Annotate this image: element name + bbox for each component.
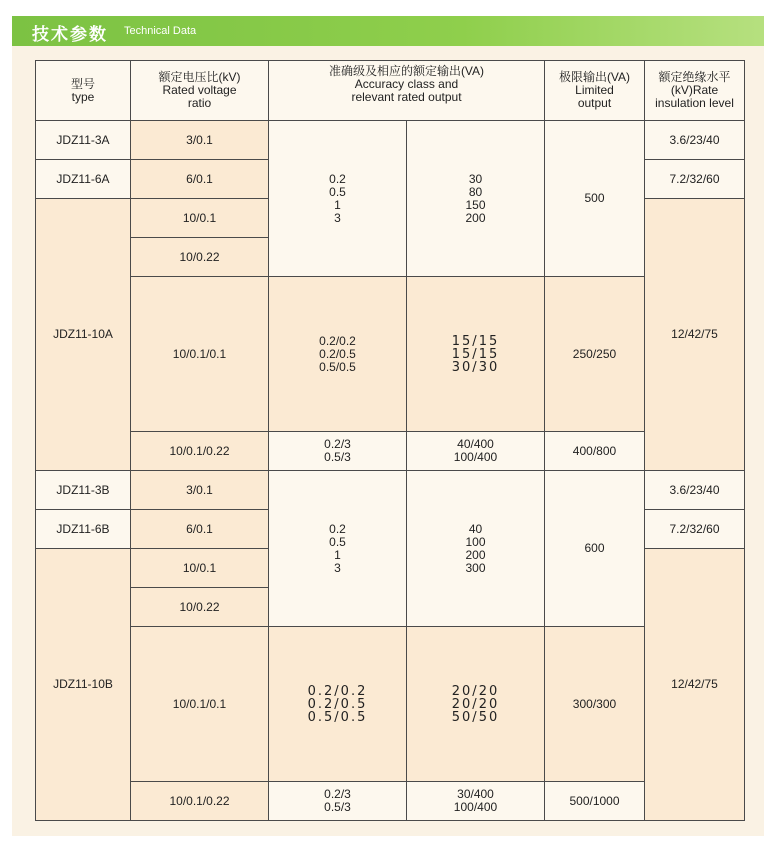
limited-output-cell: 400/800 xyxy=(545,432,645,471)
ratio-cell: 10/0.1/0.1 xyxy=(131,627,269,782)
type-cell: JDZ11-6A xyxy=(36,160,131,199)
ratio-cell: 10/0.1/0.1 xyxy=(131,277,269,432)
type-cell: JDZ11-3B xyxy=(36,471,131,510)
limited-output-cell: 250/250 xyxy=(545,277,645,432)
insulation-cell: 12/42/75 xyxy=(645,549,745,821)
table-row xyxy=(36,782,745,821)
accuracy-cell: 0.2/0.2 0.2/0.5 0.5/0.5 xyxy=(269,277,407,432)
insulation-cell: 3.6/23/40 xyxy=(645,471,745,510)
header-type: 型号 type xyxy=(36,61,131,121)
table-row xyxy=(36,121,745,160)
accuracy-cell: 0.2/3 0.5/3 xyxy=(269,432,407,471)
header-insulation: 额定绝缘水平 (kV)Rate insulation level xyxy=(645,61,745,121)
ratio-cell: 6/0.1 xyxy=(131,160,269,199)
output-cell: 40/400 100/400 xyxy=(407,432,545,471)
ratio-cell: 10/0.1/0.22 xyxy=(131,432,269,471)
limited-output-cell: 500 xyxy=(545,121,645,277)
type-cell: JDZ11-10B xyxy=(36,549,131,821)
type-cell: JDZ11-6B xyxy=(36,510,131,549)
technical-data-table xyxy=(35,60,745,821)
table-row xyxy=(36,277,745,432)
table-row xyxy=(36,432,745,471)
banner-title-en: Technical Data xyxy=(124,25,197,37)
output-cell: 15/15 15/15 30/30 xyxy=(407,277,545,432)
ratio-cell: 3/0.1 xyxy=(131,121,269,160)
limited-output-cell: 500/1000 xyxy=(545,782,645,821)
accuracy-cell: 0.2 0.5 1 3 xyxy=(269,471,407,627)
banner-title-cn: 技术参数 xyxy=(32,25,108,45)
header-limited-output: 极限输出(VA) Limited output xyxy=(545,61,645,121)
output-cell: 30 80 150 200 xyxy=(407,121,545,277)
accuracy-cell: 0.2 0.5 1 3 xyxy=(269,121,407,277)
ratio-cell: 6/0.1 xyxy=(131,510,269,549)
ratio-cell: 3/0.1 xyxy=(131,471,269,510)
output-cell: 30/400 100/400 xyxy=(407,782,545,821)
accuracy-cell: 0.2/0.2 0.2/0.5 0.5/0.5 xyxy=(269,627,407,782)
table-row xyxy=(36,471,745,510)
ratio-cell: 10/0.22 xyxy=(131,238,269,277)
output-cell: 20/20 20/20 50/50 xyxy=(407,627,545,782)
limited-output-cell: 600 xyxy=(545,471,645,627)
header-ratio: 额定电压比(kV) Rated voltage ratio xyxy=(131,61,269,121)
output-cell: 40 100 200 300 xyxy=(407,471,545,627)
table-row xyxy=(36,627,745,782)
header-row xyxy=(36,61,745,121)
ratio-cell: 10/0.1 xyxy=(131,549,269,588)
insulation-cell: 7.2/32/60 xyxy=(645,510,745,549)
ratio-cell: 10/0.22 xyxy=(131,588,269,627)
insulation-cell: 3.6/23/40 xyxy=(645,121,745,160)
limited-output-cell: 300/300 xyxy=(545,627,645,782)
accuracy-cell: 0.2/3 0.5/3 xyxy=(269,782,407,821)
insulation-cell: 12/42/75 xyxy=(645,199,745,471)
type-cell: JDZ11-3A xyxy=(36,121,131,160)
ratio-cell: 10/0.1 xyxy=(131,199,269,238)
header-accuracy: 准确级及相应的额定输出(VA) Accuracy class and relevant rated output xyxy=(269,61,545,121)
type-cell: JDZ11-10A xyxy=(36,199,131,471)
insulation-cell: 7.2/32/60 xyxy=(645,160,745,199)
section-banner xyxy=(12,16,764,46)
ratio-cell: 10/0.1/0.22 xyxy=(131,782,269,821)
